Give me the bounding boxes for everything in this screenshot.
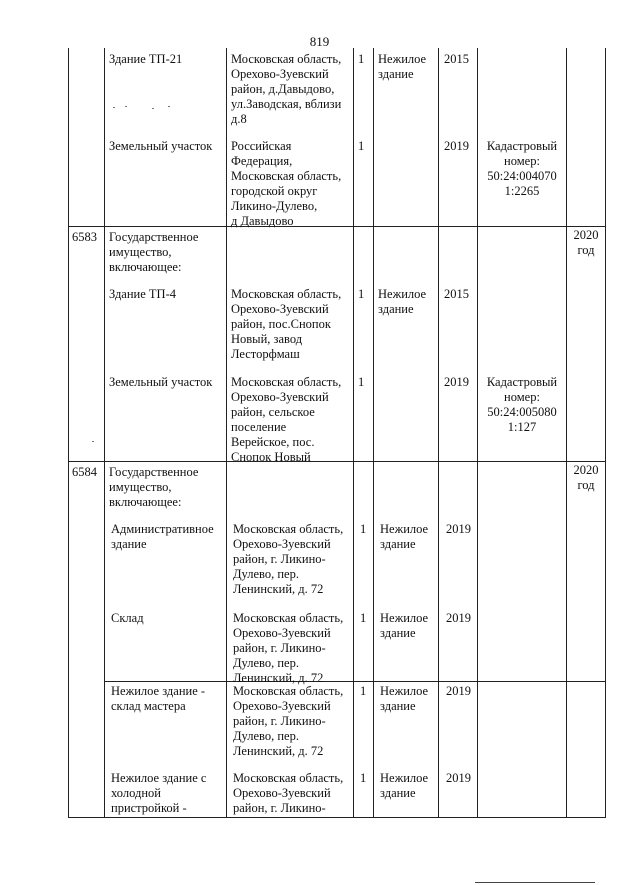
asset-address: Московская область, Орехово-Зуевский район, сельское поселение Верейское, пос. Снопок Новый [231, 375, 342, 464]
asset-type: Нежилое здание [378, 52, 427, 81]
asset-year: 2015 [444, 287, 469, 301]
item-number: 6584 [72, 465, 97, 479]
asset-address: Московская область, Орехово-Зуевский район, пос.Снопок Новый, завод Лесторфмаш [231, 287, 342, 361]
asset-name: Земельный участок [109, 139, 213, 153]
column-divider-name [104, 48, 105, 818]
asset-name: Земельный участок [109, 375, 213, 389]
asset-address: Московская область, Орехово-Зуевский район, д.Давыдово, ул.Заводская, вблизи д.8 [231, 52, 342, 126]
asset-name: Здание ТП-21 [109, 52, 183, 66]
asset-address: Московская область, Орехово-Зуевский район, г. Ликино- [233, 771, 344, 815]
asset-qty: 1 [360, 684, 367, 698]
transfer-year: 2020 год [573, 228, 599, 257]
asset-qty: 1 [358, 139, 365, 153]
asset-qty: 1 [358, 287, 365, 301]
column-divider-address [226, 48, 227, 818]
column-divider-qty [353, 48, 354, 818]
asset-qty: 1 [360, 771, 367, 785]
scan-speck [168, 106, 170, 107]
scan-speck [92, 441, 94, 442]
asset-name: Здание ТП-4 [109, 287, 176, 301]
asset-name: Склад [111, 611, 144, 625]
asset-address: Московская область, Орехово-Зуевский район, г. Ликино- Дулево, пер. Ленинский, д. 72 [233, 611, 344, 685]
cadastral-note: Кадастровый номер: 50:24:004070 1:2265 [486, 139, 558, 198]
asset-address: Московская область, Орехово-Зуевский район, г. Ликино- Дулево, пер. Ленинский, д. 72 [233, 684, 344, 758]
scan-speck [125, 106, 127, 107]
asset-year: 2019 [444, 139, 469, 153]
asset-qty: 1 [360, 522, 367, 536]
scan-speck [113, 107, 115, 108]
column-divider-note [477, 48, 478, 818]
asset-address: Российская Федерация, Московская область, городской округ Ликино-Дулево, д Давыдово [231, 139, 342, 228]
asset-name: Нежилое здание - склад мастера [111, 684, 206, 713]
column-divider-year [438, 48, 439, 818]
asset-name: Нежилое здание с холодной пристройкой - [111, 771, 207, 815]
asset-type: Нежилое здание [380, 771, 429, 800]
table-border-right [605, 48, 606, 818]
item-title: Государственное имущество, включающее: [109, 465, 199, 509]
table-border-bottom [68, 817, 606, 818]
cadastral-note: Кадастровый номер: 50:24:005080 1:127 [486, 375, 558, 434]
asset-qty: 1 [360, 611, 367, 625]
transfer-year: 2020 год [573, 463, 599, 492]
column-divider-transfer [566, 48, 567, 818]
column-divider-type [373, 48, 374, 818]
asset-type: Нежилое здание [378, 287, 427, 316]
item-number: 6583 [72, 230, 97, 244]
page-number: 819 [309, 34, 330, 49]
asset-name: Административное здание [111, 522, 214, 551]
row-divider [104, 681, 606, 682]
asset-address: Московская область, Орехово-Зуевский район, г. Ликино- Дулево, пер. Ленинский, д. 72 [233, 522, 344, 596]
scan-edge-mark [475, 882, 595, 883]
scan-speck [152, 108, 154, 109]
asset-type: Нежилое здание [380, 611, 429, 640]
asset-year: 2019 [446, 522, 471, 536]
asset-qty: 1 [358, 375, 365, 389]
asset-qty: 1 [358, 52, 365, 66]
asset-year: 2019 [444, 375, 469, 389]
asset-type: Нежилое здание [380, 684, 429, 713]
asset-type: Нежилое здание [380, 522, 429, 551]
asset-year: 2019 [446, 771, 471, 785]
item-title: Государственное имущество, включающее: [109, 230, 199, 274]
table-border-left [68, 48, 69, 818]
asset-year: 2019 [446, 684, 471, 698]
asset-year: 2015 [444, 52, 469, 66]
asset-year: 2019 [446, 611, 471, 625]
